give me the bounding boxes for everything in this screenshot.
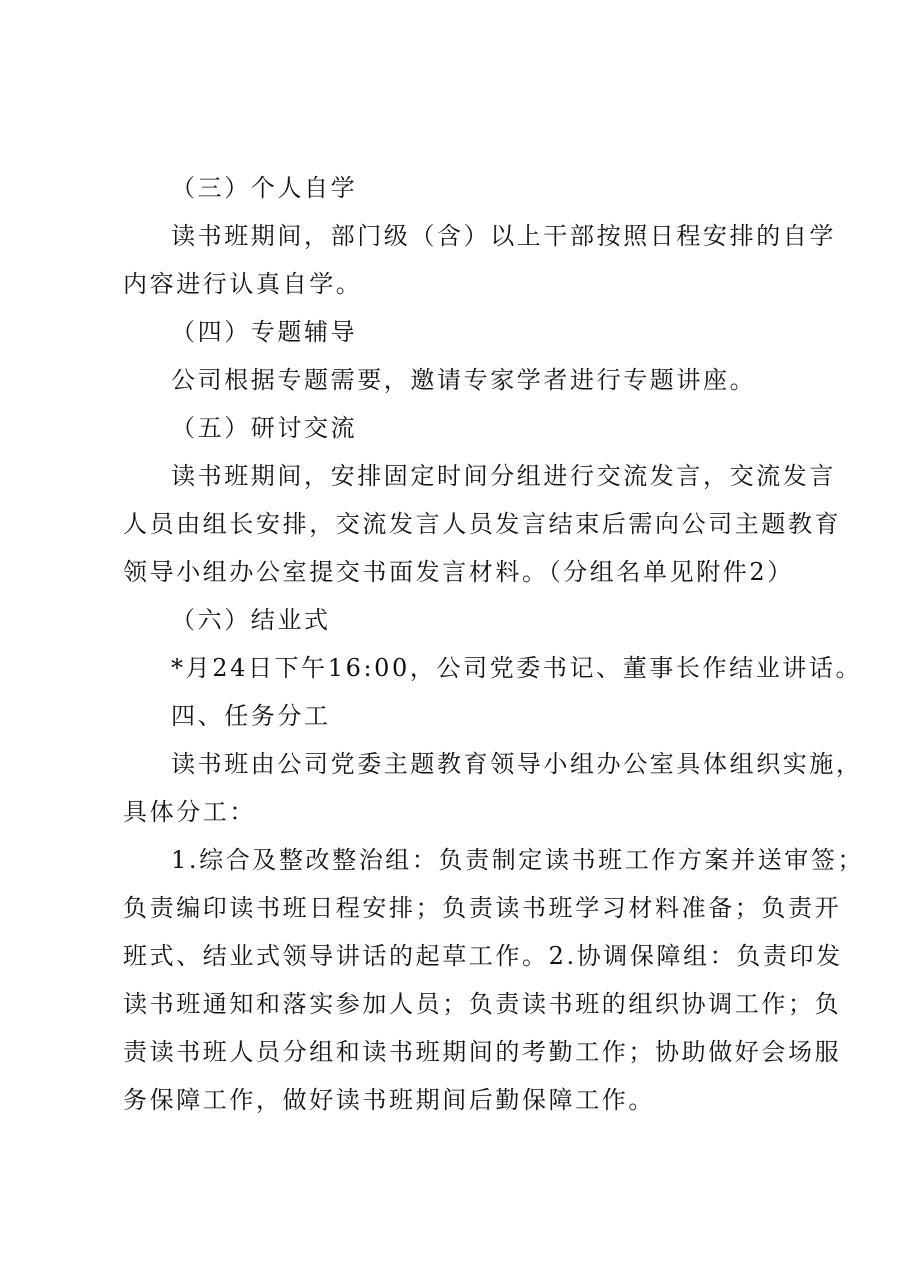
section-heading-special-guidance: （四）专题辅导: [171, 318, 358, 346]
paragraph-line: 读书班由公司党委主题教育领导小组办公室具体组织实施，: [171, 750, 863, 778]
paragraph-line: 1.综合及整改整治组：负责制定读书班工作方案并送审签；: [171, 846, 865, 874]
section-heading-task-division: 四、任务分工: [171, 702, 331, 730]
paragraph-line: 读书班通知和落实参加人员；负责读书班的组织协调工作；负: [123, 990, 842, 1018]
paragraph-line: 务保障工作，做好读书班期间后勤保障工作。: [123, 1086, 655, 1114]
paragraph-line: 读书班期间，安排固定时间分组进行交流发言，交流发言: [171, 462, 836, 490]
section-heading-self-study: （三）个人自学: [171, 174, 358, 202]
paragraph-line: 负责编印读书班日程安排；负责读书班学习材料准备；负责开: [123, 894, 842, 922]
paragraph-line: 内容进行认真自学。: [123, 270, 363, 298]
paragraph-line: 读书班期间，部门级（含）以上干部按照日程安排的自学: [171, 222, 836, 250]
paragraph-line: *月24日下午16:00，公司党委书记、董事长作结业讲话。: [171, 654, 863, 682]
paragraph-line: 领导小组办公室提交书面发言材料。（分组名单见附件2）: [123, 558, 794, 586]
document-body: [123, 164, 865, 1124]
paragraph-line: 人员由组长安排，交流发言人员发言结束后需向公司主题教育: [123, 510, 842, 538]
section-heading-discussion: （五）研讨交流: [171, 414, 358, 442]
paragraph-line: 班式、结业式领导讲话的起草工作。2.协调保障组：负责印发: [123, 942, 843, 970]
section-heading-closing-ceremony: （六）结业式: [171, 606, 331, 634]
paragraph-line: 具体分工：: [123, 798, 256, 826]
paragraph-line: 责读书班人员分组和读书班期间的考勤工作；协助做好会场服: [123, 1038, 842, 1066]
paragraph-line: 公司根据专题需要，邀请专家学者进行专题讲座。: [171, 366, 757, 394]
